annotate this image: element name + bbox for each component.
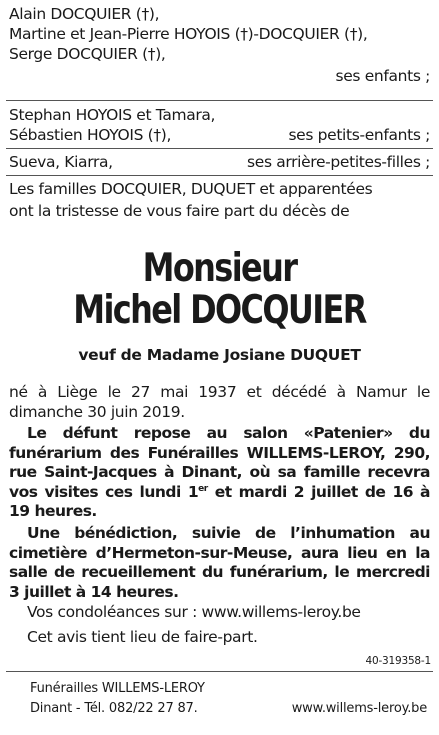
widower-of: veuf de Madame Josiane DUQUET [78,346,361,364]
footer-website: www.willems-leroy.be [291,701,427,716]
family-line-5: Sébastien HOYOIS (†), [9,126,172,144]
notice-line: Cet avis tient lieu de faire-part. [27,628,258,646]
family-line-7: Les familles DOCQUIER, DUQUET et apparentées [9,180,373,198]
family-line-2: Martine et Jean-Pierre HOYOIS (†)-DOCQUIER (†), [9,25,368,43]
condolences-line: Vos condoléances sur : www.willems-leroy.be [27,603,361,621]
separator-rule [6,175,433,176]
ordinal-suffix: er [198,483,208,494]
footer-contact: Dinant - Tél. 082/22 27 87. [30,701,198,716]
birth-death-paragraph: né à Liège le 27 mai 1937 et décédé à Namur le dimanche 30 juin 2019. [9,383,430,421]
footer-company: Funérailles WILLEMS-LEROY [30,681,205,696]
family-line-3: Serge DOCQUIER (†), [9,45,166,63]
role-grandchildren: ses petits-enfants ; [288,126,430,144]
resting-place-paragraph [9,424,430,522]
separator-rule [6,100,433,101]
family-line-6: Sueva, Kiarra, [9,153,113,171]
family-line-4: Stephan HOYOIS et Tamara, [9,106,216,124]
blessing-paragraph: Une bénédiction, suivie de l’inhumation au cimetière d’Hermeton-sur-Meuse, aura lieu en la salle de recueillement du funérarium, le mercredi 3 juillet à 14 heures. [9,524,430,601]
reference-number: 40-319358-1 [365,655,431,667]
deceased-honorific: Monsieur [142,246,297,291]
separator-rule [6,148,433,149]
role-great-granddaughters: ses arrière-petites-filles ; [247,153,430,171]
role-children: ses enfants ; [335,67,430,85]
resting-place-text: Le défunt repose au salon «Patenier» du funérarium des Funérailles WILLEMS-LEROY, 290, rue Saint-Jacques à Dinant, où sa famille recevra vos visites ces lundi 1 [9,424,430,501]
deceased-name: Michel DOCQUIER [73,288,366,333]
family-line-1: Alain DOCQUIER (†), [9,5,160,23]
family-line-8: ont la tristesse de vous faire part du décès de [9,202,350,220]
visiting-hours-text: et mardi 2 juillet de 16 à 19 heures. [9,482,430,520]
footer-rule [6,671,433,672]
